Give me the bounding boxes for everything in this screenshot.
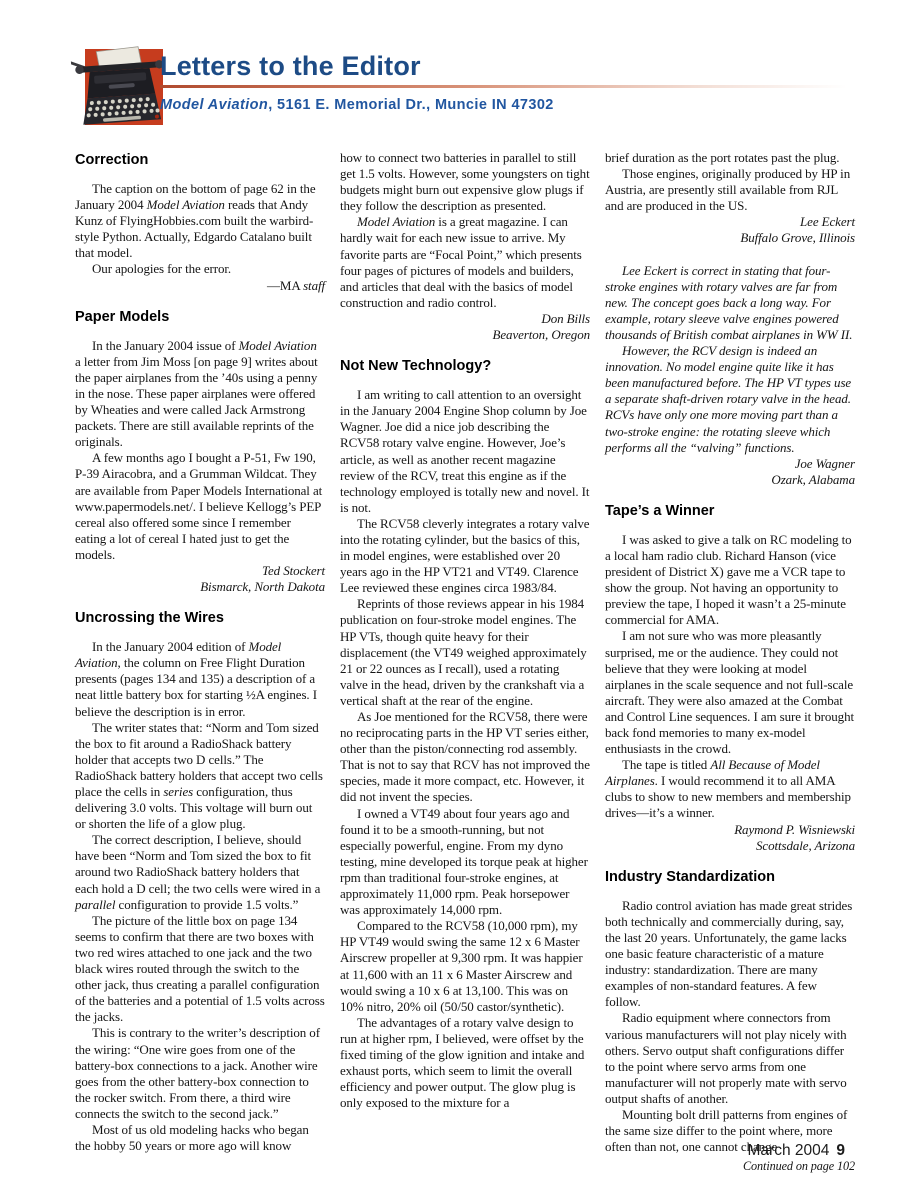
paragraph: The advantages of a rotary valve design to run at higher rpm, I believed, were offset by the fixed timing of the glow ignition and intake and exhaust ports, which seem to limit the overall efficiency and power output. The glow plug is only exposed to the mixture for a [340, 1014, 585, 1111]
signature: Lee Eckert Buffalo Grove, Illinois [740, 214, 855, 246]
page-title: Letters to the Editor [160, 51, 421, 81]
page-number: 9 [836, 1142, 845, 1159]
section-heading: Correction [75, 152, 149, 168]
header-text [160, 52, 847, 113]
paragraph: However, the RCV design is indeed an innovation. No model engine quite like it has been manufactured before. The HP VT types use a separate shaft-driven rotary valve in the head. RCVs have only one more moving part than a two-stroke engine: the rotating sleeve which performs all the “valving” functions. [605, 343, 852, 455]
page-footer [748, 1142, 845, 1160]
paragraph: Most of us old modeling hacks who began the hobby 50 years or more ago will know [75, 1121, 309, 1154]
text-column [605, 150, 855, 1174]
section-heading: Uncrossing the Wires [75, 610, 224, 627]
page-header [75, 36, 847, 140]
paragraph: I owned a VT49 about four years ago and found it to be a smooth-running, but not especially powerful, engine. From my dyno testing, mine developed its torque peak at higher rpm than traditional four-stroke engines, at approximately 11,000 rpm. Peak horsepower was approximately 14,000 rpm. [340, 805, 588, 918]
paragraph: A few months ago I bought a P-51, Fw 190, P-39 Airacobra, and a Grumman Wildcat. They are available from Paper Models International at www.papermodels.net/. I believe Kellogg’s PEP cereal also offered some since I remember eating a lot of cereal I hated just to get the models. [75, 450, 323, 562]
paragraph: The correct description, I believe, should have been “Norm and Tom sized the box to fit around two RadioShack battery holders that each hold a D cell; the two cells were wired in a parallel configuration to provide 1.5 volts.” [75, 832, 321, 912]
continued-note: Continued on page 102 [743, 1159, 855, 1174]
paragraph: As Joe mentioned for the RCV58, there were no reciprocating parts in the HP VT series either, other than the piston/connecting rod assembly. That is not to say that RCV has not improved the species, made it more compact, etc. However, it did not invent the species. [340, 709, 590, 805]
paragraph: how to connect two batteries in parallel to still get 1.5 volts. However, some youngsters on tight budgets might burn out expensive glow plugs if they follow the description as presented. [340, 150, 590, 214]
magazine-street-address: , 5161 E. Memorial Dr., Muncie IN 47302 [268, 97, 554, 113]
paragraph: Compared to the RCV58 (10,000 rpm), my HP VT49 would swing the same 12 x 6 Master Airscrew propeller at 9,300 rpm. It was happier at 11,600 with an 11 x 6 Master Airscrew and would swing a 10 x 6 at 13,100. This was on 10% nitro, 20% oil (50/50 castor/synthetic). [340, 918, 583, 1014]
paragraph: The tape is titled All Because of Model Airplanes. I would recommend it to all AMA clubs to show to new members and membership drives—it’s a winner. [605, 757, 851, 821]
paragraph: I am writing to call attention to an oversight in the January 2004 Engine Shop column by Joe Wagner. Joe did a nice job describing the RCV58 rotary valve engine. However, Joe’s article, as well as another recent magazine review of the RCV, treat this engine as if the technology employed is totally new and novel. It is not. [340, 387, 590, 515]
section-heading: Tape’s a Winner [605, 502, 715, 519]
section-heading: Not New Technology? [340, 358, 492, 375]
paragraph: I was asked to give a talk on RC modeling to a local ham radio club. Richard Hanson (vice president of District X) gave me a VCR tape to show the group. Not having an opportunity to preview the tape, I hoped it wasn’t a 25-minute commercial for AMA. [605, 531, 852, 628]
paragraph: In the January 2004 edition of Model Aviation, the column on Free Flight Duration presents (pages 134 and 135) a description of a neat little battery box for starting ½A engines. I believe the description is in error. [75, 639, 317, 719]
signature: Raymond P. Wisniewski Scottsdale, Arizona [734, 821, 855, 853]
text-column [340, 150, 590, 1111]
paragraph: Mounting bolt drill patterns from engines of the same size differ to the point where, more often than not, one cannot change [605, 1106, 848, 1155]
text-column [75, 150, 325, 1154]
signature: Ted Stockert Bismarck, North Dakota [200, 562, 325, 595]
signature: —MA staff [267, 277, 325, 293]
paragraph: Radio equipment where connectors from various manufacturers will not play nicely with others. Servo output shaft configurations differ to the point where servo arms from one manufacturer will not properly mate with servo output shafts of another. [605, 1010, 847, 1106]
paragraph: The picture of the little box on page 134 seems to confirm that there are two boxes with two red wires attached to one jack and the two black wires routed through the switch to the other jack, thus creating a parallel configuration of the batteries and a potential of 1.5 volts across the jacks. [75, 912, 325, 1025]
paragraph: Reprints of those reviews appear in his 1984 publication on four-stroke model engines. The HP VTs, though quite heavy for their displacement (the VT49 weighed approximately 21 or 22 ounces as I recall), used a rotating valve in the head, driven by the crankshaft via a vertical shaft at the rear of the engine. [340, 596, 587, 708]
paragraph: This is contrary to the writer’s description of the wiring: “One wire goes from one of the battery-box connections to a jack. Another wire goes from the other battery-box connection to the rocker switch. From there, a third wire connects the switch to the second jack.” [75, 1025, 320, 1121]
paragraph: Those engines, originally produced by HP in Austria, are presently still available from RJL and are produced in the US. [605, 166, 851, 214]
paragraph: The caption on the bottom of page 62 in the January 2004 Model Aviation reads that Andy Kunz of FlyingHobbies.com built the warbird-style Python. Actually, Edgardo Catalano built that model. [75, 181, 316, 261]
paragraph: Radio control aviation has made great strides both technically and commercially during, say, the last 20 years. Unfortunately, the game lacks one basic feature characteristic of a mature industry: standardization. There are many examples of non-standard features. A few follow. [605, 897, 853, 1010]
issue-label: March 2004 [747, 1142, 830, 1159]
paragraph: The writer states that: “Norm and Tom sized the box to fit around a RadioShack battery holder that accepts two D cells.” The RadioShack battery holders that accept two cells place the cells in series configuration, thus delivering 3.0 volts. This voltage will burn out or shorten the life of a glow plug. [75, 719, 323, 832]
signature: Don Bills Beaverton, Oregon [492, 310, 590, 343]
paragraph: In the January 2004 issue of Model Aviation a letter from Jim Moss [on page 9] writes about the paper airplanes from the ’40s using a penny in the nose. These paper airplanes were offered by Wheaties and were called Jack Armstrong packets. There are still available reprints of the originals. [75, 337, 318, 450]
spacer [605, 247, 855, 263]
section-heading: Paper Models [75, 308, 170, 325]
magazine-name: Model Aviation [160, 97, 269, 113]
magazine-address [160, 97, 847, 113]
paragraph: Our apologies for the error. [92, 261, 232, 277]
header-rule [160, 85, 847, 88]
signature: Joe Wagner Ozark, Alabama [771, 455, 855, 487]
paragraph: I am not sure who was more pleasantly surprised, me or the audience. They could not believe that they were looking at model airplanes in the scale sequence and not full-scale aircraft. They were also amazed at the Combat and Control Line sequences. I am sure it brought back fond memories to many ex-model enthusiasts in the crowd. [605, 628, 854, 757]
paragraph: brief duration as the port rotates past the plug. [605, 150, 840, 165]
paragraph: The RCV58 cleverly integrates a rotary valve into the rotating cylinder, but the basics of this, in model engines, were established over 20 years ago in the HP VT21 and VT49. Clarence Lee reviewed these engines circa 1983/84. [340, 515, 590, 596]
paragraph: Model Aviation is a great magazine. I can hardly wait for each new issue to arrive. My favorite parts are “Focal Point,” which presents four pages of pictures of models and builders, and articles that deal with the basics of model construction and radio control. [340, 214, 582, 310]
section-heading: Industry Standardization [605, 868, 775, 885]
paragraph: Lee Eckert is correct in stating that four-stroke engines with rotary valves are far from new. The concept goes back a long way. For example, rotary sleeve valve engines powered thousands of British combat airplanes in WW II. [605, 262, 853, 342]
